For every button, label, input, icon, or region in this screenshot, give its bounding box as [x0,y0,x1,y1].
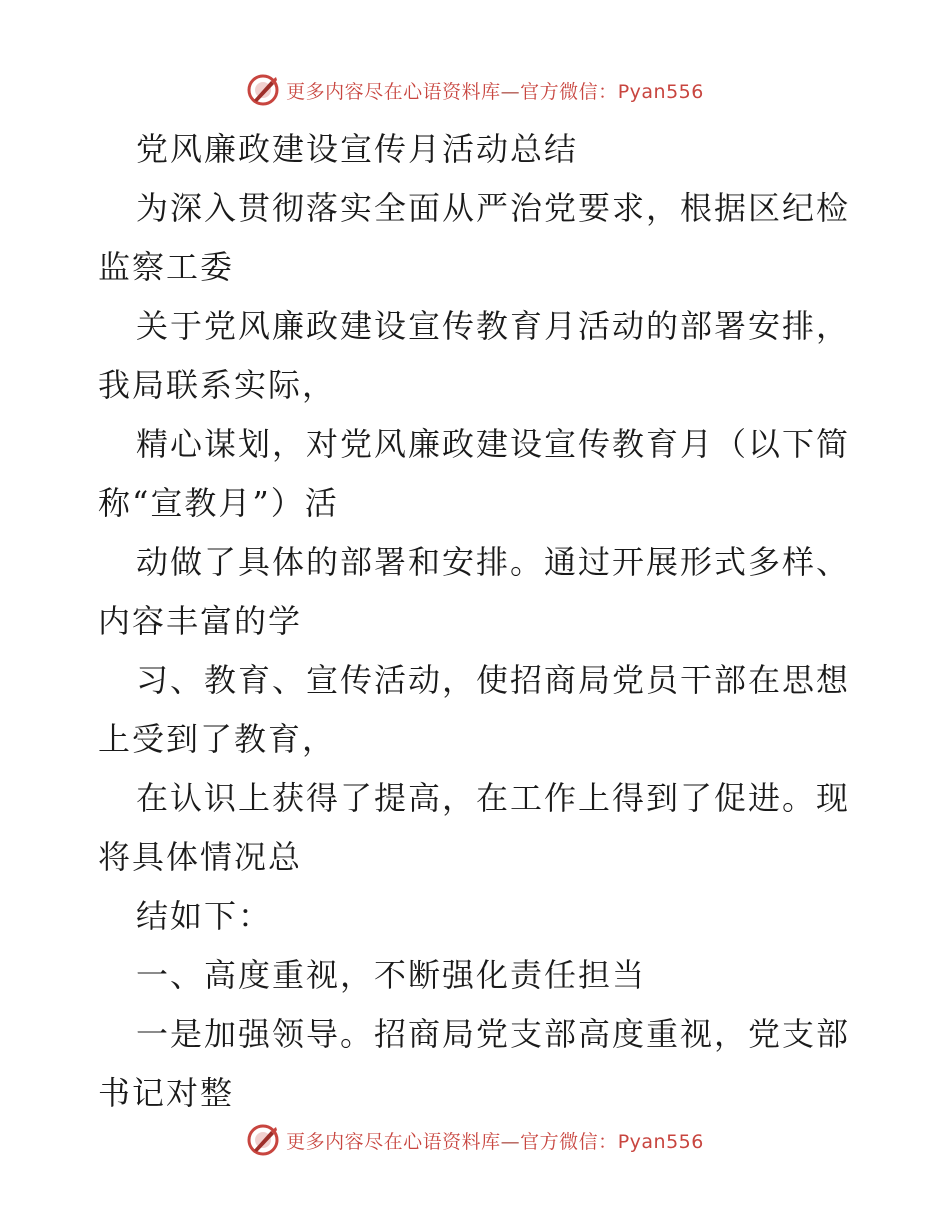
banner-separator: — [500,80,521,103]
paragraph-line: 在认识上获得了提高，在工作上得到了促进。现 [136,779,851,817]
paragraph-line: 关于党风廉政建设宣传教育月活动的部署安排， [136,307,851,345]
paragraph-line: 上受到了教育， [98,720,337,758]
banner-wechat-label: 官方微信： [520,80,618,103]
paragraph-line: 一是加强领导。招商局党支部高度重视，党支部 [136,1015,851,1053]
banner-wechat-id: Pyan556 [617,80,704,103]
banner-main-text: 更多内容尽在心语资料库 [286,1130,501,1153]
paragraph-line: 称“宣教月”）活 [98,484,339,522]
paragraph-line: 书记对整 [98,1074,235,1112]
banner-wechat-label: 官方微信： [520,1130,618,1153]
banner-separator: — [500,1130,521,1153]
section-heading: 一、高度重视，不断强化责任担当 [136,956,647,994]
banner-wechat-id: Pyan556 [617,1130,704,1153]
banner-text [286,77,704,104]
paragraph-line: 将具体情况总 [98,838,303,876]
paragraph-line: 动做了具体的部署和安排。通过开展形式多样、 [136,543,851,581]
document-title: 党风廉政建设宣传月活动总结 [136,130,579,168]
document-body [98,120,858,1123]
header-banner [0,70,950,110]
paragraph-line: 内容丰富的学 [98,602,303,640]
paragraph-line: 监察工委 [98,248,235,286]
banner-main-text: 更多内容尽在心语资料库 [286,80,501,103]
paragraph-line: 结如下： [136,897,273,935]
paragraph-line: 我局联系实际， [98,366,337,404]
paragraph-line: 为深入贯彻落实全面从严治党要求，根据区纪检 [136,189,851,227]
pen-logo-icon [246,73,280,107]
paragraph-line: 习、教育、宣传活动，使招商局党员干部在思想 [136,661,851,699]
banner-text [286,1127,704,1154]
pen-logo-icon [246,1123,280,1157]
paragraph-line: 精心谋划，对党风廉政建设宣传教育月（以下简 [136,425,851,463]
footer-banner [0,1120,950,1160]
